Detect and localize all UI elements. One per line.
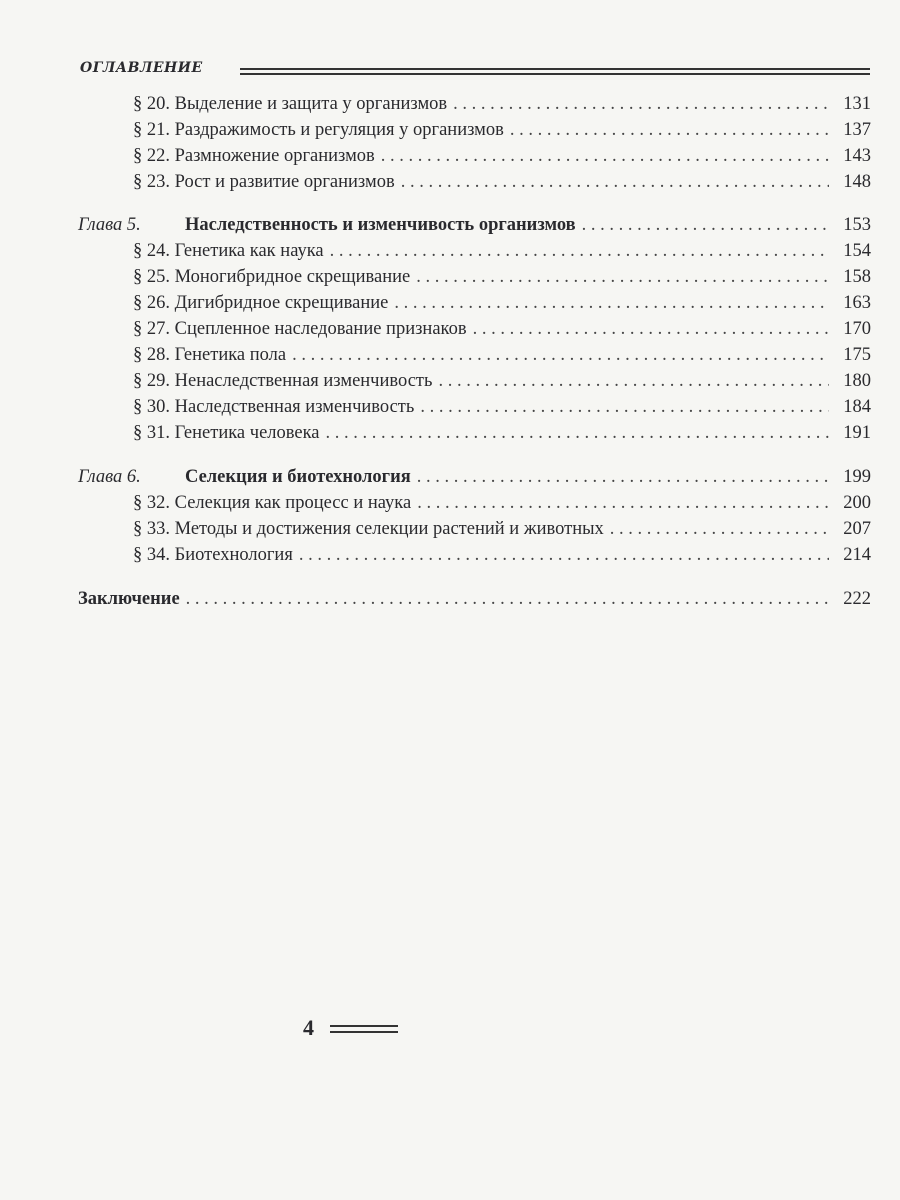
toc-entry[interactable] — [0, 146, 871, 172]
section-number: § 27. — [133, 319, 170, 339]
page-ref: 175 — [843, 345, 871, 365]
page-ref: 214 — [843, 545, 871, 565]
entry-title: Наследственная изменчивость — [174, 397, 415, 417]
entry-title: Ненаследственная изменчивость — [174, 371, 433, 391]
page-ref: 163 — [843, 293, 871, 313]
dot-leader — [453, 94, 829, 115]
page-ref: 200 — [843, 493, 871, 513]
dot-leader — [510, 120, 829, 141]
dot-leader — [326, 423, 829, 444]
section-number: § 25. — [133, 267, 170, 287]
entry-title: Выделение и защита у организмов — [174, 94, 448, 114]
dot-leader — [186, 589, 829, 610]
page-ref: 184 — [843, 397, 871, 417]
toc-entry[interactable] — [0, 493, 871, 519]
footer-rule — [330, 1031, 398, 1033]
section-number: § 26. — [133, 293, 170, 313]
page-ref: 153 — [843, 215, 871, 235]
entry-title: Генетика как наука — [174, 241, 324, 261]
dot-leader — [381, 146, 829, 167]
entry-title: Рост и развитие организмов — [174, 172, 395, 192]
page-ref: 170 — [843, 319, 871, 339]
entry-title: Размножение организмов — [174, 146, 375, 166]
dot-leader — [582, 215, 829, 236]
entry-title: Дигибридное скрещивание — [174, 293, 389, 313]
chapter-label: Глава 5. — [78, 215, 141, 235]
page-ref: 180 — [843, 371, 871, 391]
toc-entry[interactable] — [0, 120, 871, 146]
entry-title: Биотехнология — [174, 545, 293, 565]
section-number: § 24. — [133, 241, 170, 261]
toc-chapter[interactable] — [0, 215, 871, 241]
section-number: § 33. — [133, 519, 170, 539]
header-rule — [240, 73, 870, 75]
dot-leader — [394, 293, 829, 314]
section-number: § 34. — [133, 545, 170, 565]
toc-entry[interactable] — [0, 397, 871, 423]
header-rule — [240, 68, 870, 70]
dot-leader — [420, 397, 829, 418]
page-ref: 131 — [843, 94, 871, 114]
entry-title: Генетика пола — [174, 345, 287, 365]
dot-leader — [416, 267, 829, 288]
dot-leader — [438, 371, 829, 392]
toc-entry[interactable] — [0, 345, 871, 371]
entry-title: Генетика человека — [174, 423, 320, 443]
section-number: § 28. — [133, 345, 170, 365]
section-number: § 22. — [133, 146, 170, 166]
section-number: § 23. — [133, 172, 170, 192]
dot-leader — [473, 319, 829, 340]
toc-entry[interactable] — [0, 172, 871, 198]
page-ref: 199 — [843, 467, 871, 487]
entry-title: Раздражимость и регуляция у организмов — [174, 120, 504, 140]
section-number: § 20. — [133, 94, 170, 114]
dot-leader — [401, 172, 829, 193]
section-number: § 30. — [133, 397, 170, 417]
page-ref: 207 — [843, 519, 871, 539]
footer-rule — [330, 1025, 398, 1027]
dot-leader — [417, 493, 829, 514]
entry-title: Моногибридное скрещивание — [174, 267, 411, 287]
page-number: 4 — [303, 1015, 314, 1040]
page-ref: 191 — [843, 423, 871, 443]
page-ref: 143 — [843, 146, 871, 166]
toc-entry[interactable] — [0, 241, 871, 267]
chapter-label: Глава 6. — [78, 467, 141, 487]
toc-entry[interactable] — [0, 319, 871, 345]
dot-leader — [299, 545, 829, 566]
chapter-title: Селекция и биотехнология — [185, 467, 411, 487]
section-number: § 21. — [133, 120, 170, 140]
page-ref: 154 — [843, 241, 871, 261]
entry-title: Сцепленное наследование признаков — [174, 319, 467, 339]
page-ref: 148 — [843, 172, 871, 192]
toc-chapter[interactable] — [0, 467, 871, 493]
dot-leader — [330, 241, 829, 262]
running-header: ОГЛАВЛЕНИЕ — [80, 60, 203, 76]
toc-conclusion[interactable] — [0, 589, 871, 615]
toc-entry[interactable] — [0, 423, 871, 449]
page-ref: 137 — [843, 120, 871, 140]
toc-entry[interactable] — [0, 371, 871, 397]
toc-entry[interactable] — [0, 267, 871, 293]
dot-leader — [292, 345, 829, 366]
section-number: § 31. — [133, 423, 170, 443]
section-number: § 32. — [133, 493, 170, 513]
entry-title: Методы и достижения селекции растений и животных — [174, 519, 604, 539]
section-number: § 29. — [133, 371, 170, 391]
dot-leader — [610, 519, 829, 540]
page-ref: 222 — [843, 589, 871, 609]
toc-entry[interactable] — [0, 545, 871, 571]
dot-leader — [417, 467, 829, 488]
toc-entry[interactable] — [0, 293, 871, 319]
page-ref: 158 — [843, 267, 871, 287]
toc-entry[interactable] — [0, 94, 871, 120]
chapter-title: Наследственность и изменчивость организмов — [185, 215, 576, 235]
entry-title: Заключение — [78, 589, 180, 609]
entry-title: Селекция как процесс и наука — [174, 493, 412, 513]
toc-entry[interactable] — [0, 519, 871, 545]
